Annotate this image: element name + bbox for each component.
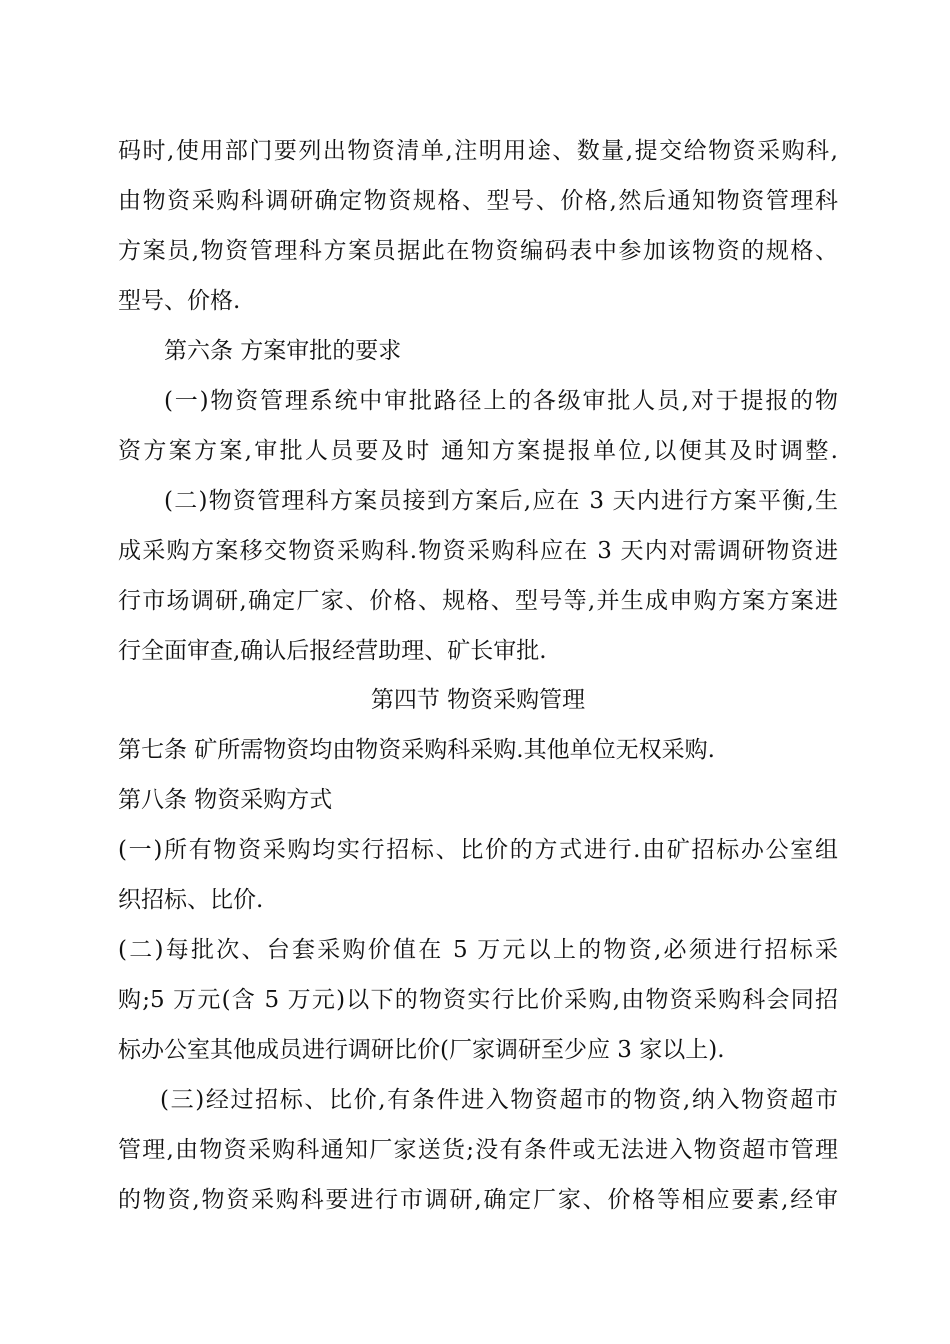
text-line: (二)物资管理科方案员接到方案后,应在 3 天内进行方案平衡,生 <box>164 488 838 514</box>
text-line: 行全面审查,确认后报经营助理、矿长审批. <box>118 638 547 664</box>
text-line: 行市场调研,确定厂家、价格、规格、型号等,并生成申购方案方案进 <box>118 588 838 614</box>
text-line: (一)物资管理系统中审批路径上的各级审批人员,对于提报的物 <box>164 388 838 414</box>
text-line: 管理,由物资采购科通知厂家送货;没有条件或无法进入物资超市管理 <box>118 1137 838 1163</box>
section-heading: 第四节 物资采购管理 <box>370 687 586 713</box>
text-line: 购;5 万元(含 5 万元)以下的物资实行比价采购,由物资采购科会同招 <box>118 987 838 1013</box>
text-line: 由物资采购科调研确定物资规格、型号、价格,然后通知物资管理科 <box>118 188 838 214</box>
text-line: (一)所有物资采购均实行招标、比价的方式进行.由矿招标办公室组 <box>118 837 838 863</box>
article-heading: 第六条 方案审批的要求 <box>164 338 402 364</box>
text-line: 码时,使用部门要列出物资清单,注明用途、数量,提交给物资采购科, <box>118 138 838 164</box>
text-line: 织招标、比价. <box>118 887 264 913</box>
article-heading: 第七条 矿所需物资均由物资采购科采购.其他单位无权采购. <box>118 737 715 763</box>
text-line: 标办公室其他成员进行调研比价(厂家调研至少应 3 家以上). <box>118 1037 725 1063</box>
text-line: 成采购方案移交物资采购科.物资采购科应在 3 天内对需调研物资进 <box>118 538 838 564</box>
text-line: (三)经过招标、比价,有条件进入物资超市的物资,纳入物资超市 <box>160 1087 838 1113</box>
text-line: 方案员,物资管理科方案员据此在物资编码表中参加该物资的规格、 <box>118 238 838 264</box>
text-line: 型号、价格. <box>118 288 241 314</box>
text-line: 的物资,物资采购科要进行市调研,确定厂家、价格等相应要素,经审 <box>118 1187 838 1213</box>
text-line: 资方案方案,审批人员要及时 通知方案提报单位,以便其及时调整. <box>118 438 838 464</box>
text-line: (二)每批次、台套采购价值在 5 万元以上的物资,必须进行招标采 <box>118 937 838 963</box>
article-heading: 第八条 物资采购方式 <box>118 787 333 813</box>
